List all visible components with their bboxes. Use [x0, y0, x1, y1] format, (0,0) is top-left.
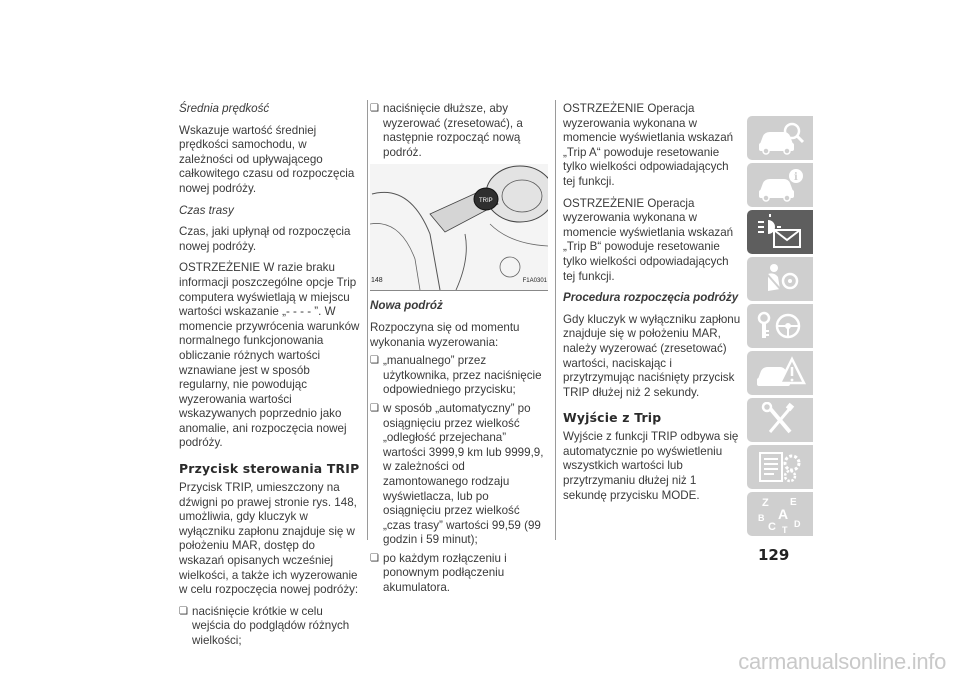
svg-text:i: i — [794, 172, 798, 183]
tab-driving[interactable] — [747, 304, 813, 348]
index-letter: D — [794, 519, 801, 529]
index-letter: E — [790, 497, 797, 508]
page-number: 129 — [758, 546, 790, 564]
bullet-item: ❏ naciśnięcie krótkie w celu wejścia do podglądów różnych wielkości; — [179, 605, 363, 649]
wrench-screwdriver-icon — [754, 402, 806, 438]
paragraph: Wyjście z funkcji TRIP odbywa się automatycznie po wyświetleniu wszystkich wartości lub przytrzymaniu dłużej niż 1 sekundę przycisku MODE. — [563, 430, 739, 502]
tab-emergency[interactable] — [747, 351, 813, 395]
column-right — [563, 102, 741, 510]
column-divider — [555, 100, 556, 540]
key-steering-wheel-icon — [754, 308, 806, 344]
column-left — [179, 102, 363, 653]
tab-maintenance[interactable] — [747, 398, 813, 442]
index-letter: T — [782, 525, 788, 534]
warning-note: OSTRZEŻENIE Operacja wyzerowania wykonana w momencie wyświetlania wskazań „Trip A“ powoduje resetowanie tylko wielkości odpowiadających tej funkcji. — [563, 102, 734, 188]
paragraph: Gdy kluczyk w wyłączniku zapłonu znajduje się w położeniu MAR, należy wyzerować (zresetować) wartości, naciskając i przytrzymując naciśnięty przycisk TRIP dłużej niż 2 sekundy. — [563, 312, 741, 399]
figure-148 — [370, 164, 548, 291]
section-title-average-speed: Średnia prędkość — [179, 102, 270, 115]
tab-specifications[interactable] — [747, 445, 813, 489]
chapter-tabs — [747, 116, 813, 539]
bullet-item: ❏ w sposób „automatyczny” po osiągnięciu przez wielkość „odległość przejechana” wartości 3999,9 km lub 9999,9, w zależności od zamontowanego rodzaju wyświetlacza, lub po osiągnięciu przez wielkość „czas trasy” wartości 99,59 (99 godzin i 59 minut); — [370, 402, 548, 548]
paragraph: Rozpoczyna się od momentu wykonania wyzerowania: — [370, 320, 520, 349]
subheading-start-procedure: Procedura rozpoczęcia podróży — [563, 291, 739, 305]
trip-button-illustration — [370, 164, 548, 290]
alphabet-index-icon — [754, 494, 806, 534]
column-divider — [367, 100, 368, 540]
tab-car-search[interactable] — [747, 116, 813, 160]
tab-alphabetical-index[interactable] — [747, 492, 813, 536]
section-title-trip-time: Czas trasy — [179, 203, 234, 217]
heading-trip-button: Przycisk sterowania TRIP — [179, 461, 360, 477]
figure-reference: F1A0301 — [522, 277, 547, 284]
bullet-item: ❏ naciśnięcie dłuższe, aby wyzerować (zresetować), a następnie rozpocząć nową podróż. — [370, 102, 548, 160]
index-letter: B — [758, 513, 765, 523]
paragraph: Czas, jaki upłynął od rozpoczęcia nowej podróży. — [179, 225, 351, 253]
paragraph: Przycisk TRIP, umieszczony na dźwigni po prawej stronie rys. 148, umożliwia, gdy kluczyk w wyłączniku zapłonu znajduje się w położeniu MAR, dostęp do wskazań opisanych wcześniej wielkości, a także ich wyzerowanie w celu rozpoczęcia nowej podróży: — [179, 481, 359, 597]
watermark: carmanualsonline.info — [738, 649, 946, 674]
bullet-item: ❏ „manualnego” przez użytkownika, przez naciśnięcie odpowiedniego przycisku; — [370, 354, 548, 398]
trip-label: TRIP — [479, 198, 493, 205]
bullet-item: ❏ po każdym rozłączeniu i ponownym podłączeniu akumulatora. — [370, 552, 548, 596]
figure-number: 148 — [371, 276, 383, 284]
index-letter: Z — [762, 497, 769, 509]
car-warning-icon — [754, 355, 806, 391]
index-letter: C — [768, 521, 776, 533]
seatbelt-airbag-icon — [754, 261, 806, 297]
paragraph: Wskazuje wartość średniej prędkości samochodu, w zależności od upływającego całkowitego czasu od rozpoczęcia nowej podróży. — [179, 123, 355, 195]
car-info-icon — [754, 167, 806, 203]
tab-safety[interactable] — [747, 257, 813, 301]
warning-note: OSTRZEŻENIE Operacja wyzerowania wykonana w momencie wyświetlania wskazań „Trip B“ powoduje resetowanie tylko wielkości odpowiadających tej funkcji. — [563, 196, 734, 283]
car-search-icon — [754, 120, 806, 156]
heading-exit-trip: Wyjście z Trip — [563, 410, 662, 426]
index-letter: A — [778, 506, 789, 522]
tab-car-info[interactable] — [747, 163, 813, 207]
warning-note: OSTRZEŻENIE W razie braku informacji poszczególne opcje Trip computera wyświetlają w miejscu wartości wskazanie „- - - - ”. W momencie przywrócenia warunków normalnego funkcjonowania obliczanie różnych wartości wznawiane jest w sposób regularny, nie powodując wyzerowania wartości wskazywanych poprzednio jako anomalie, ani rozpoczęcia nowej podróży. — [179, 261, 360, 450]
light-message-icon — [754, 214, 806, 250]
specs-gears-icon — [754, 449, 806, 485]
tab-light-message[interactable] — [747, 210, 813, 254]
subheading-new-trip: Nowa podróż — [370, 299, 443, 313]
column-middle — [370, 102, 548, 600]
